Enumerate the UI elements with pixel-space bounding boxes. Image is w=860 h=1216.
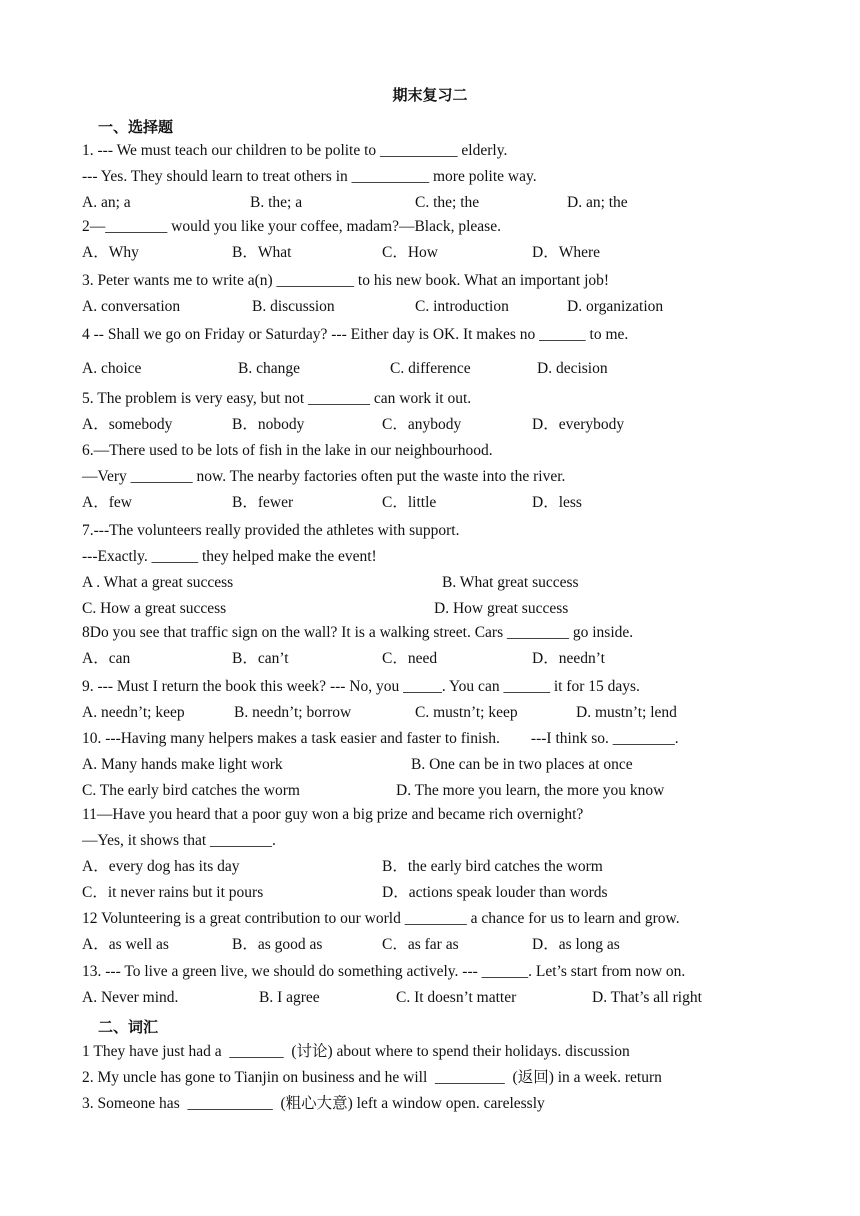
question-2-option-a: A．Why xyxy=(82,244,139,261)
question-5-option-b: B．nobody xyxy=(232,416,305,433)
section-heading-vocabulary: 二、词汇 xyxy=(98,1018,159,1036)
vocab-item-2: 2. My uncle has gone to Tianjin on business and he will _________ (返回) in a week. return xyxy=(82,1069,662,1086)
question-2: 2—________ would you like your coffee, madam?—Black, please. xyxy=(82,218,501,235)
question-9-option-a: A. needn’t; keep xyxy=(82,704,185,721)
question-7-option-d: D. How great success xyxy=(434,600,569,617)
question-8-option-a: A．can xyxy=(82,650,131,667)
question-8: 8Do you see that traffic sign on the wall? It is a walking street. Cars ________ go inside. xyxy=(82,624,634,641)
question-7-option-c: C. How a great success xyxy=(82,600,227,617)
vocab-item-3: 3. Someone has ___________ (粗心大意) left a window open. carelessly xyxy=(82,1095,545,1112)
question-3-option-a: A. conversation xyxy=(82,298,181,315)
question-4-option-b: B. change xyxy=(238,360,300,377)
question-10-option-b: B. One can be in two places at once xyxy=(411,756,633,773)
question-12-option-c: C．as far as xyxy=(382,936,459,953)
question-13: 13. --- To live a green live, we should do something actively. --- ______. Let’s start from now on. xyxy=(82,963,686,980)
question-5-option-c: C．anybody xyxy=(382,416,462,433)
question-5-option-d: D．everybody xyxy=(532,416,625,433)
question-11-line-1: 11—Have you heard that a poor guy won a big prize and became rich overnight? xyxy=(82,806,584,823)
question-10-option-a: A. Many hands make light work xyxy=(82,756,283,773)
question-13-option-b: B. I agree xyxy=(259,989,320,1006)
question-10: 10. ---Having many helpers makes a task easier and faster to finish. ---I think so. ________. xyxy=(82,730,679,747)
question-2-option-b: B．What xyxy=(232,244,292,261)
question-5-option-a: A．somebody xyxy=(82,416,173,433)
question-1-option-c: C. the; the xyxy=(415,194,480,211)
question-6-option-a: A．few xyxy=(82,494,132,511)
question-9-option-d: D. mustn’t; lend xyxy=(576,704,677,721)
question-9-option-b: B. needn’t; borrow xyxy=(234,704,352,721)
question-13-option-a: A. Never mind. xyxy=(82,989,179,1006)
question-4-option-a: A. choice xyxy=(82,360,142,377)
question-12-option-b: B．as good as xyxy=(232,936,323,953)
question-10-option-d: D. The more you learn, the more you know xyxy=(396,782,665,799)
question-11-option-d: D．actions speak louder than words xyxy=(382,884,608,901)
question-1-line-2: --- Yes. They should learn to treat others in __________ more polite way. xyxy=(82,168,537,185)
question-6-option-d: D．less xyxy=(532,494,582,511)
question-3: 3. Peter wants me to write a(n) __________ to his new book. What an important job! xyxy=(82,272,610,289)
question-10-option-c: C. The early bird catches the worm xyxy=(82,782,300,799)
question-6-line-2: —Very ________ now. The nearby factories often put the waste into the river. xyxy=(82,468,566,485)
question-4-option-d: D. decision xyxy=(537,360,608,377)
question-6-line-1: 6.—There used to be lots of fish in the lake in our neighbourhood. xyxy=(82,442,493,459)
question-13-option-d: D. That’s all right xyxy=(592,989,702,1006)
question-2-option-c: C．How xyxy=(382,244,438,261)
question-2-option-d: D．Where xyxy=(532,244,600,261)
question-12: 12 Volunteering is a great contribution to our world ________ a chance for us to learn and grow. xyxy=(82,910,680,927)
question-1-option-b: B. the; a xyxy=(250,194,303,211)
question-3-option-d: D. organization xyxy=(567,298,664,315)
question-12-option-d: D．as long as xyxy=(532,936,620,953)
question-4-option-c: C. difference xyxy=(390,360,471,377)
question-8-option-c: C．need xyxy=(382,650,438,667)
question-8-option-b: B．can’t xyxy=(232,650,289,667)
question-1-line-1: 1. --- We must teach our children to be polite to __________ elderly. xyxy=(82,142,508,159)
section-heading-choice: 一、选择题 xyxy=(98,118,174,136)
question-1-option-d: D. an; the xyxy=(567,194,628,211)
question-11-line-2: —Yes, it shows that ________. xyxy=(82,832,276,849)
question-4: 4 -- Shall we go on Friday or Saturday? --- Either day is OK. It makes no ______ to me. xyxy=(82,326,629,343)
question-11-option-b: B．the early bird catches the worm xyxy=(382,858,603,875)
page-title: 期末复习二 xyxy=(392,86,468,104)
question-13-option-c: C. It doesn’t matter xyxy=(396,989,517,1006)
question-3-option-b: B. discussion xyxy=(252,298,335,315)
question-7-option-a: A . What a great success xyxy=(82,574,234,591)
vocab-item-1: 1 They have just had a _______ (讨论) about where to spend their holidays. discussion xyxy=(82,1043,630,1060)
question-1-option-a: A. an; a xyxy=(82,194,131,211)
question-7-line-2: ---Exactly. ______ they helped make the event! xyxy=(82,548,377,565)
question-8-option-d: D．needn’t xyxy=(532,650,605,667)
question-7-option-b: B. What great success xyxy=(442,574,579,591)
question-9-option-c: C. mustn’t; keep xyxy=(415,704,518,721)
question-6-option-b: B．fewer xyxy=(232,494,294,511)
question-11-option-c: C．it never rains but it pours xyxy=(82,884,264,901)
question-3-option-c: C. introduction xyxy=(415,298,509,315)
question-6-option-c: C．little xyxy=(382,494,437,511)
question-7-line-1: 7.---The volunteers really provided the athletes with support. xyxy=(82,522,460,539)
question-12-option-a: A．as well as xyxy=(82,936,169,953)
question-11-option-a: A．every dog has its day xyxy=(82,858,240,875)
question-5: 5. The problem is very easy, but not ________ can work it out. xyxy=(82,390,472,407)
question-9: 9. --- Must I return the book this week? --- No, you _____. You can ______ it for 15 days. xyxy=(82,678,640,695)
